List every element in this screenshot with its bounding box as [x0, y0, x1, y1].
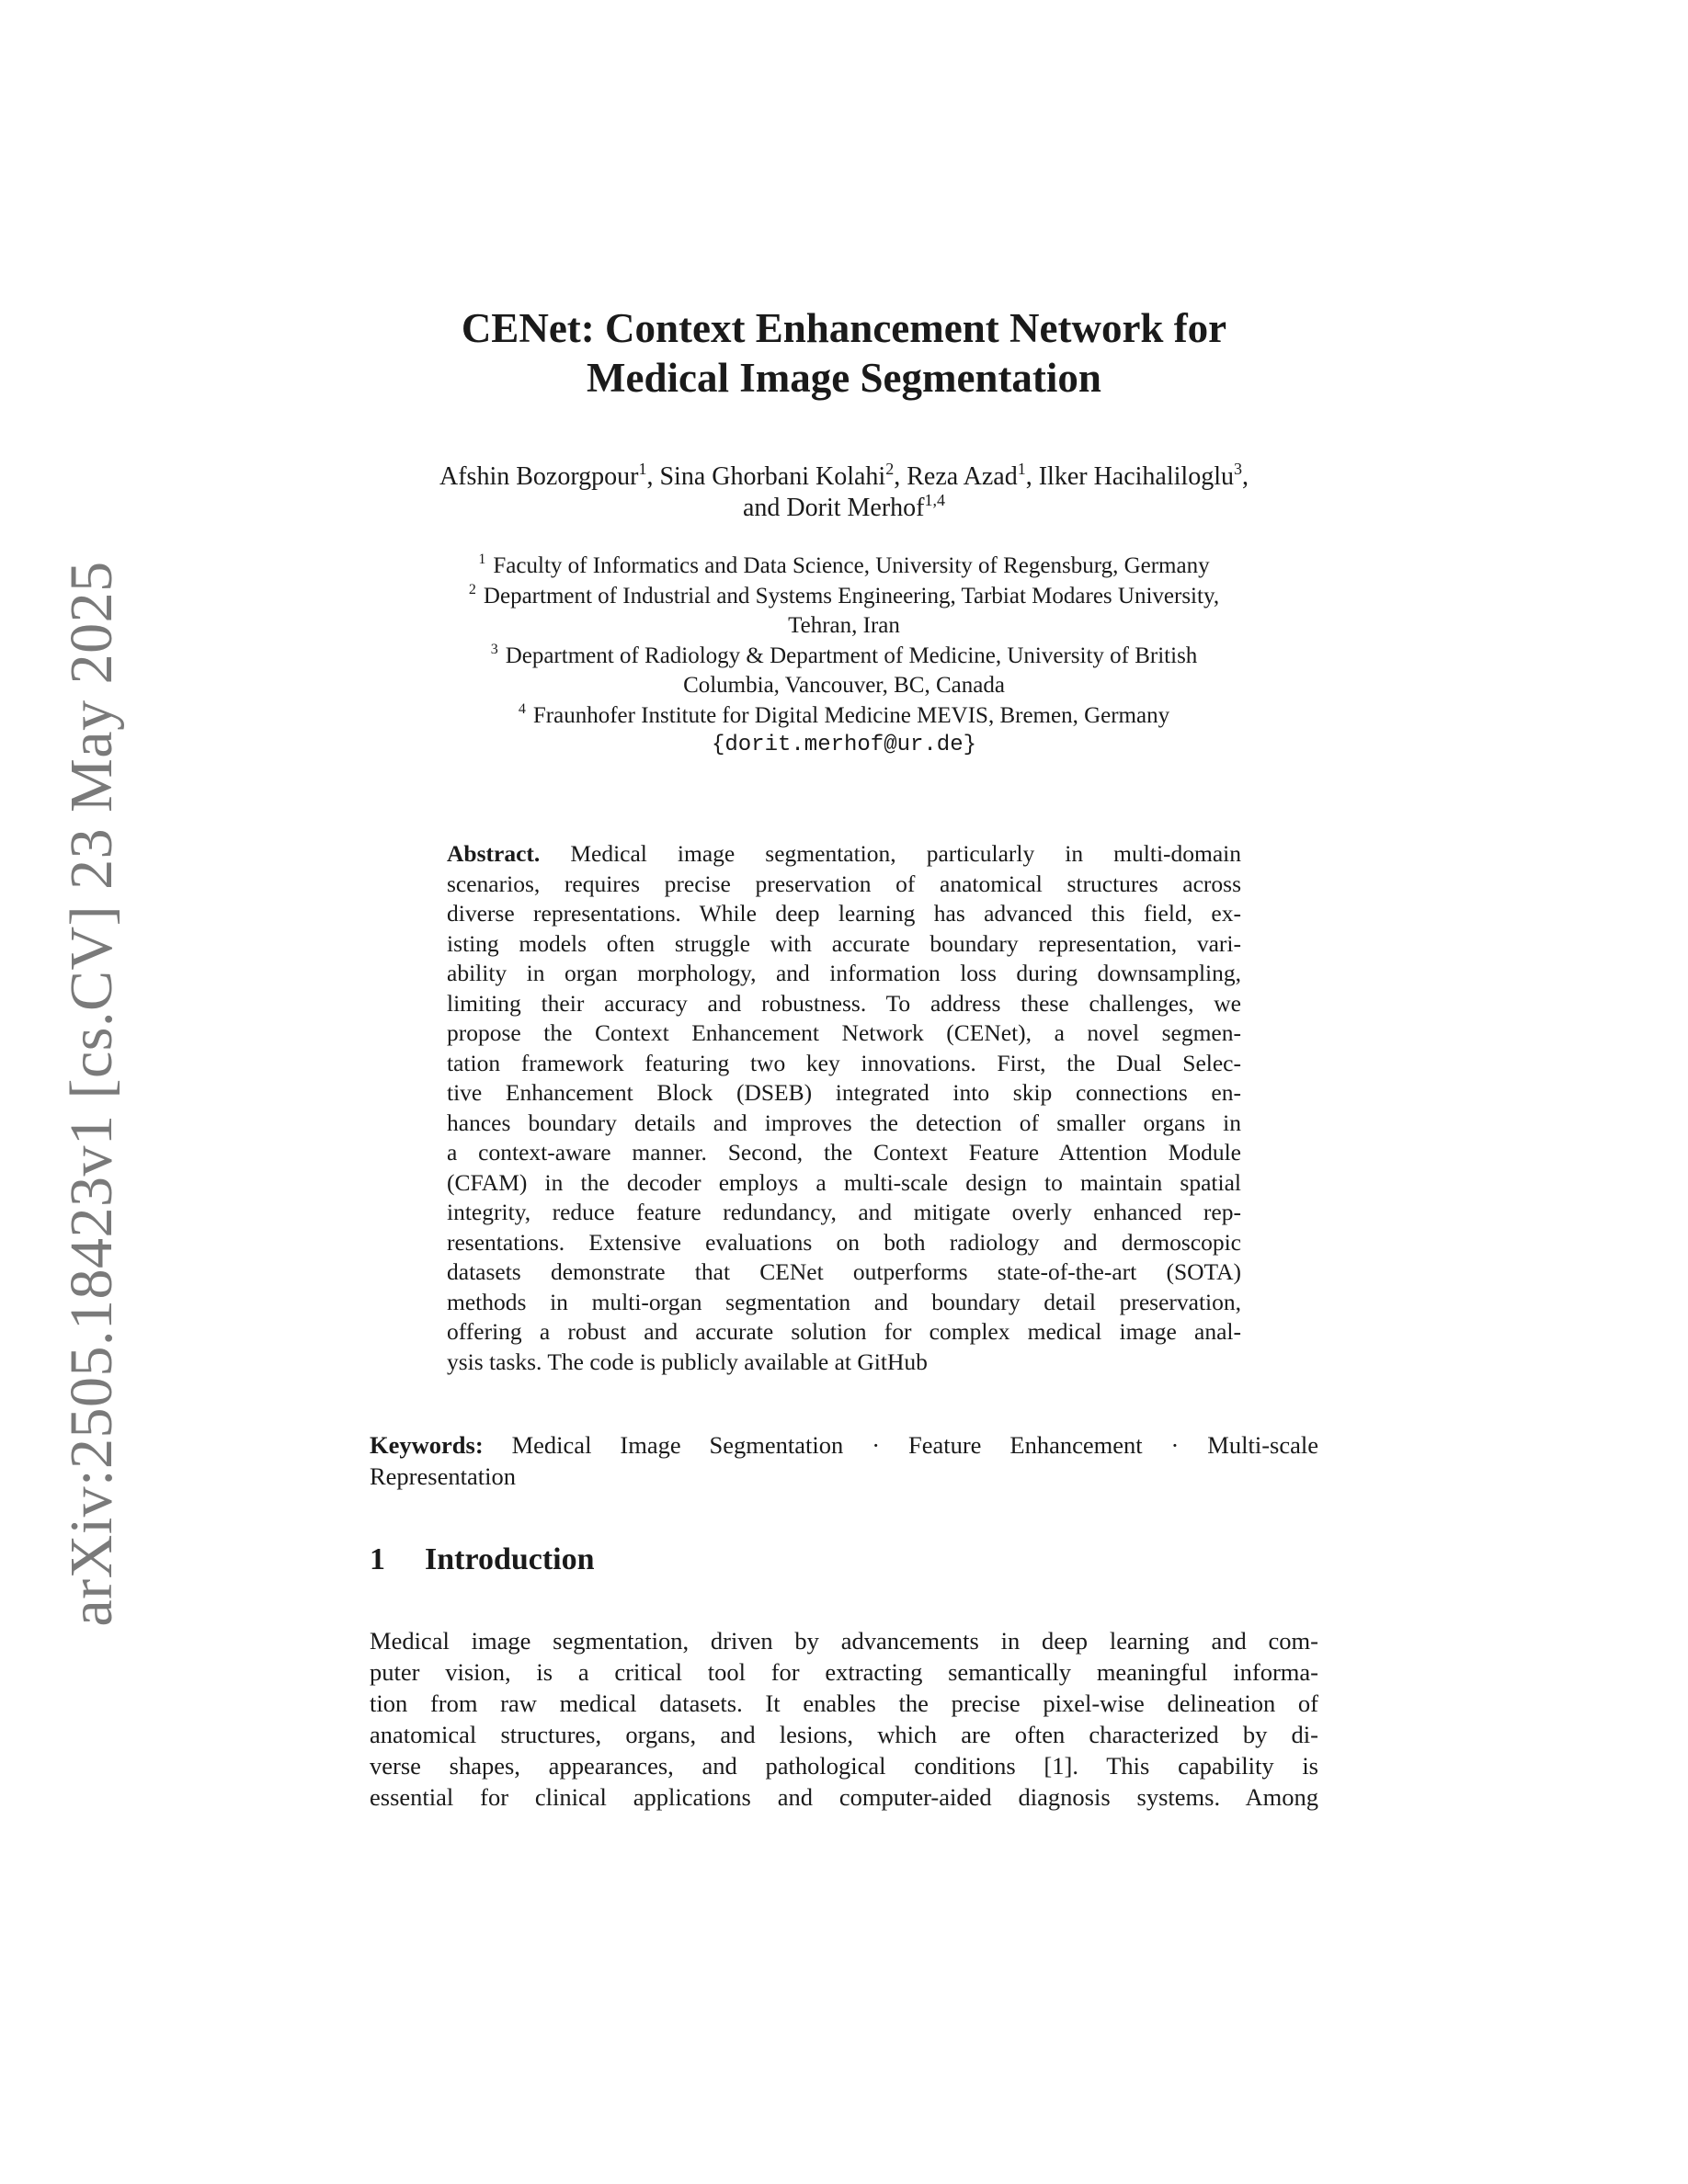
abstract-line: (CFAM) in the decoder employs a multi-scale design to maintain spatial	[447, 1168, 1241, 1196]
section-heading-introduction	[370, 1541, 595, 1578]
abstract-line: tive Enhancement Block (DSEB) integrated into skip connections en-	[447, 1079, 1241, 1106]
author-name: and Dorit Merhof	[742, 494, 925, 522]
affiliation-line	[0, 642, 1688, 672]
abstract-line: ability in organ morphology, and information loss during downsampling,	[447, 960, 1241, 986]
affiliation-text: Faculty of Informatics and Data Science, University of Regensburg, Germany	[493, 553, 1210, 578]
paragraph-line: anatomical structures, organs, and lesions, which are often characterized by di-	[370, 1721, 1318, 1748]
abstract-line: hances boundary details and improves the detection of smaller organs in	[447, 1109, 1241, 1136]
paragraph-line: essential for clinical applications and computer-aided diagnosis systems. Among	[370, 1783, 1318, 1811]
author-name: , Sina Ghorbani Kolahi	[646, 462, 886, 491]
abstract	[447, 839, 1241, 1377]
affiliation-line	[0, 582, 1688, 612]
author-affiliation-mark: 1	[1017, 460, 1026, 478]
author-affiliation-mark: 2	[885, 460, 895, 478]
keywords-text: Medical Image Segmentation · Feature Enhancement · Multi-scale	[511, 1431, 1318, 1459]
author-name: Afshin Bozorgpour	[439, 462, 639, 491]
affiliation-text: Department of Radiology & Department of Medicine, University of British	[505, 643, 1198, 668]
affiliation-line	[0, 701, 1688, 732]
affiliation-line: Columbia, Vancouver, BC, Canada	[683, 673, 1005, 698]
abstract-line: integrity, reduce feature redundancy, and mitigate overly enhanced rep-	[447, 1199, 1241, 1225]
abstract-line: resentations. Extensive evaluations on both radiology and dermoscopic	[447, 1228, 1241, 1256]
arxiv-identifier: arXiv:2505.18423v1 [cs.CV] 23 May 2025	[58, 561, 125, 1627]
author-affiliation-mark: 3	[1233, 460, 1242, 478]
abstract-line: tation framework featuring two key innovations. First, the Dual Selec-	[447, 1049, 1241, 1076]
author-line-1	[0, 461, 1688, 493]
abstract-text: Medical image segmentation, particularly in multi-domain	[570, 840, 1242, 867]
author-list	[0, 461, 1688, 524]
abstract-line: propose the Context Enhancement Network (CENet), a novel segmen-	[447, 1019, 1241, 1046]
author-name: , Ilker Hacihaliloglu	[1025, 462, 1234, 491]
keywords-label: Keywords:	[370, 1431, 484, 1459]
author-affiliation-mark: 1	[638, 460, 647, 478]
paper-title	[0, 303, 1688, 403]
introduction-paragraph	[370, 1625, 1318, 1813]
keywords	[370, 1429, 1318, 1492]
paragraph-line: puter vision, is a critical tool for extracting semantically meaningful informa-	[370, 1658, 1318, 1686]
affiliation-line: Tehran, Iran	[788, 613, 900, 638]
abstract-line: a context-aware manner. Second, the Context Feature Attention Module	[447, 1139, 1241, 1166]
abstract-line: methods in multi-organ segmentation and boundary detail preservation,	[447, 1288, 1241, 1315]
abstract-line: scenarios, requires precise preservation of anatomical structures across	[447, 870, 1241, 897]
keywords-line: Representation	[370, 1462, 516, 1490]
paragraph-line: Medical image segmentation, driven by advancements in deep learning and com-	[370, 1627, 1318, 1655]
abstract-line: ysis tasks. The code is publicly available at GitHub	[447, 1348, 928, 1375]
abstract-line: isting models often struggle with accurate boundary representation, vari-	[447, 929, 1241, 957]
title-line-1: CENet: Context Enhancement Network for	[461, 305, 1227, 351]
paragraph-line: verse shapes, appearances, and pathological conditions [1]. This capability is	[370, 1752, 1318, 1780]
abstract-label: Abstract.	[447, 840, 541, 867]
abstract-line: limiting their accuracy and robustness. To address these challenges, we	[447, 989, 1241, 1017]
affiliation-number: 3	[490, 641, 498, 657]
abstract-line: diverse representations. While deep learning has advanced this field, ex-	[447, 900, 1241, 927]
affiliation-number: 2	[468, 581, 476, 597]
paragraph-line: tion from raw medical datasets. It enables the precise pixel-wise delineation of	[370, 1689, 1318, 1717]
affiliations	[0, 552, 1688, 761]
affiliation-line	[0, 552, 1688, 582]
author-separator: ,	[1241, 462, 1249, 491]
author-affiliation-mark: 1,4	[924, 491, 945, 509]
affiliation-text: Fraunhofer Institute for Digital Medicine MEVIS, Bremen, Germany	[532, 702, 1170, 728]
keywords-line	[370, 1429, 1318, 1461]
author-name: , Reza Azad	[894, 462, 1018, 491]
affiliation-text: Department of Industrial and Systems Engineering, Tarbiat Modares University,	[483, 583, 1220, 609]
contact-email[interactable]: {dorit.merhof@ur.de}	[711, 733, 977, 757]
author-line-2	[0, 493, 1688, 524]
abstract-line: datasets demonstrate that CENet outperforms state-of-the-art (SOTA)	[447, 1258, 1241, 1285]
affiliation-number: 4	[518, 700, 526, 717]
abstract-line: offering a robust and accurate solution for complex medical image anal-	[447, 1318, 1241, 1345]
affiliation-number: 1	[478, 552, 486, 567]
title-line-2: Medical Image Segmentation	[587, 355, 1101, 401]
section-number: 1	[370, 1542, 385, 1576]
abstract-line	[447, 839, 1241, 870]
section-title: Introduction	[425, 1542, 595, 1576]
